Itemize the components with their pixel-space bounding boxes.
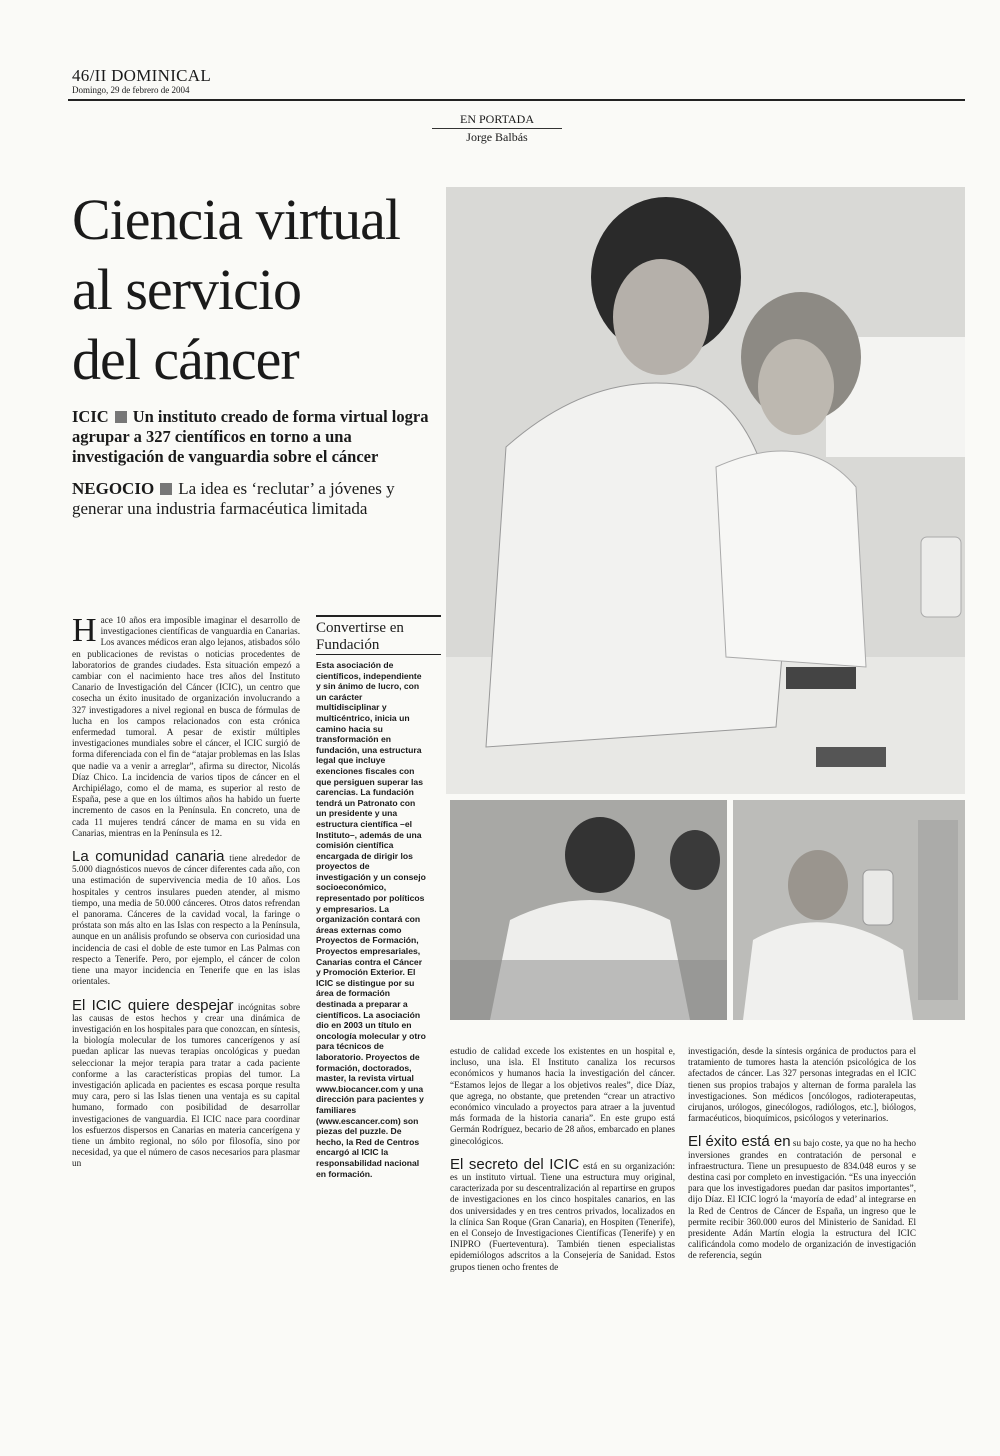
photo-left bbox=[450, 800, 727, 1020]
subhead: El éxito está en bbox=[688, 1133, 791, 1151]
kicker-text: Un instituto creado de forma virtual logra agrupar a 327 científicos en torno a una investigación de vanguardia sobre el cáncer bbox=[72, 407, 429, 466]
kicker-tag: ICIC bbox=[72, 407, 109, 426]
kicker-tag: NEGOCIO bbox=[72, 479, 155, 498]
researcher-photo-illustration bbox=[733, 800, 965, 1020]
article-column-4 bbox=[688, 1046, 916, 1262]
byline: Jorge Balbás bbox=[466, 130, 528, 144]
subhead: La comunidad canaria bbox=[72, 848, 225, 866]
sidebar-text: Esta asociación de científicos, independiente y sin ánimo de lucro, con un carácter multidisciplinar y multicéntrico, inicia un camino hacia su transformación en fundación, una estructura legal que incluye exenciones fiscales con que persiguen superar las carencias. La fundación tendrá un Patronato con un presidente y una estructura científica –el Instituto–, además de una comisión científica encargada de dirigir los proyectos de investigación y un consejo socioeconómico, representado por políticos y empresarios. La organización contará con áreas externas como Proyectos de Formación, Proyectos empresariales, Canarias contra el Cáncer y Promoción Exterior. El ICIC se distingue por su área de formación destinada a preparar a científicos. La asociación dio en 2003 un título en oncología molecular y otro para técnicos de laboratorio. Proyectos de formación, doctorados, master, la revista virtual www.biocancer.com y una dirección para pacientes y familiares (www.escancer.com) son piezas del puzzle. De hecho, la Red de Centros encargó al ICIC la responsabilidad nacional en formación. bbox=[316, 660, 426, 1179]
paragraph-text: incógnitas sobre las causas de estos hechos y crear una dinámica de investigación en los hospitales para que conozcan, en síntesis, la biología molecular de los tumores cancerígenos y así puedan aplicar las nuevas terapias oncológicas y puedan seleccionar la mejor terapia para tratar a cada paciente conforme a las características propias del tumor. La investigación aplicada en pacientes es escasa porque resulta muy cara, pero si las Islas tienen una ventaja es su capital humano, formado con posibilidad de desarrollar investigaciones de vanguardia. El ICIC nace para coordinar los esfuerzos dispersos en Canarias en materia cancerígena y tiene un ámbito regional, no sólo por filosofía, sino por necesidad, ya que el número de casos necesarios para plasmar un bbox=[72, 1001, 301, 1169]
headline-line-3: del cáncer bbox=[72, 327, 299, 392]
subhead: El ICIC quiere despejar bbox=[72, 996, 234, 1014]
lab-photo-illustration bbox=[446, 187, 965, 794]
headline-line-1: Ciencia virtual bbox=[72, 187, 401, 252]
paragraph bbox=[72, 848, 301, 987]
paragraph: estudio de calidad excede los existentes en un hospital e, incluso, una isla. El Instituto canaliza los recursos económicos y humanos hacia la investigación del cáncer. “Estamos lejos de llegar a los objetivos reales”, dice Díaz, que agrega, no obstante, que pretenden “crear un atractivo económico vinculado a proyectos para atraer a la juventud más formada de la historia canaria”. En este grupo está Germán Rodríguez, becario de 28 años, embarcado en planes ginecológicos. bbox=[450, 1046, 676, 1146]
square-bullet-icon bbox=[115, 411, 127, 423]
paragraph-text: tiene alrededor de 5.000 diagnósticos nuevos de cáncer diferentes cada año, con una estimación de supervivencia media de 10 años. Los hospitales y centros insulares pueden atender, al mismo tiempo, una media de 50.000 cánceres. Otros datos refrendan el panorama. Cánceres de la cavidad vocal, la faringe o próstata son más alto en las Islas con respecto a la Península, aunque en un análisis profundo se observa con curiosidad una incidencia de casi el doble de este tumor en Las Palmas con respecto a Tenerife. Pero, por ejemplo, el cáncer de colon tiene una mayor incidencia en Tenerife que en las islas orientales. bbox=[72, 853, 301, 987]
header-rule bbox=[68, 99, 965, 101]
drop-cap: H bbox=[72, 612, 97, 649]
issue-date: Domingo, 29 de febrero de 2004 bbox=[72, 85, 190, 95]
article-column-1 bbox=[72, 612, 301, 1170]
article-column-3 bbox=[450, 1046, 675, 1273]
kicker-text: La idea es ‘reclutar’ a jóvenes y generar una industria farmacéutica limitada bbox=[72, 479, 395, 518]
headline-line-2: al servicio bbox=[72, 257, 301, 322]
researchers-photo-illustration bbox=[450, 800, 727, 1020]
kicker-icic bbox=[72, 407, 442, 467]
paragraph bbox=[688, 1133, 916, 1261]
paragraph-text: ace 10 años era imposible imaginar el desarrollo de investigaciones científicas de vanguardia en Canarias. Los avances médicos eran algo lejanos, atisbados sólo en publicaciones de revistas o noticias procedentes de laboratorios de grandes ciudades. Esta situación empezó a cambiar con el nacimiento hace tres años del Instituto Canario de Investigación del Cáncer (ICIC), un centro que cosecha un éxito inusitado de organización involucrando a 327 investigadores a nivel regional en busca de fórmulas de lucha en los campos relacionados con esta crónica enfermedad tumoral. A pesar de existir múltiples investigaciones mundiales sobre el cáncer, el ICIC surgió de forma diferenciada con el fin de “atajar problemas en las Islas que nadie va a venir a arreglar”, afirma su director, Nicolás Díaz Chico. La incidencia de varios tipos de cáncer en el Archipiélago, como el de mama, es superior al resto de España, pese a que en los últimos años ha habido un fuerte incremento de casos en la Península. En concreto, una de cada 11 mujeres tendrá cáncer de mama en su vida en Canarias, mientras en la Península es 12. bbox=[72, 615, 300, 838]
paragraph bbox=[72, 612, 300, 839]
sidebar-rule bbox=[316, 654, 441, 655]
kicker-negocio bbox=[72, 479, 442, 519]
square-bullet-icon bbox=[160, 483, 172, 495]
paragraph-text: está en su organización: es un instituto virtual. Tiene una estructura muy original, caracterizada por su descentralización al repartirse en grupos de investigaciones en los cinco hospitales canarios, en las dos universidades y en tres centros privados, localizados en la clínica San Roque (Gran Canaria), en Hospiten (Tenerife), en el Consejo de Investigaciones Científicas (Tenerife) y en INIPRO (Fuerteventura). También tienen especialistas epidemiólogos adscritos a la Consejería de Sanidad. Estos grupos tienen ocho frentes de bbox=[450, 1160, 675, 1272]
subhead: El secreto del ICIC bbox=[450, 1155, 580, 1173]
page-folio: 46/II DOMINICAL bbox=[72, 66, 212, 85]
paragraph-text: su bajo coste, ya que no ha hecho inversiones grandes en contratación de personal e infraestructura. Tiene un presupuesto de 834.048 euros y se destina casi por completo en investigación. “Es una inyección para que los investigadores puedan dar pasitos importantes”, dijo Díaz. El ICIC logró la ‘mayoría de edad’ al integrarse en la Red de Centros de Cáncer de España, un ingreso que le permite recibir 360.000 euros del Ministerio de Sanidad. El presidente Adán Martín elogia la estructura del ICIC calificándola como modelo de organización de investigación de referencia, según bbox=[688, 1138, 916, 1261]
paragraph: investigación, desde la síntesis orgánica de productos para el tratamiento de tumores hasta la atención psicológica de los afectados de cáncer. Las 327 personas integradas en el ICIC tienen sus propios trabajos y alternan de forma paralela las investigaciones. Son médicos [oncólogos, radioterapeutas, cirujanos, urólogos, ginecólogos, radiólogos, etc.], biólogos, farmacéuticos, bioquímicos, psicólogos y veterinarios. bbox=[688, 1046, 916, 1124]
sidebar-title: Convertirse en Fundación bbox=[316, 615, 441, 654]
section-label: EN PORTADA bbox=[432, 112, 562, 129]
paragraph bbox=[450, 1155, 675, 1273]
photo-right bbox=[733, 800, 965, 1020]
main-photo bbox=[446, 187, 965, 794]
paragraph bbox=[72, 996, 301, 1170]
headline bbox=[72, 185, 442, 395]
